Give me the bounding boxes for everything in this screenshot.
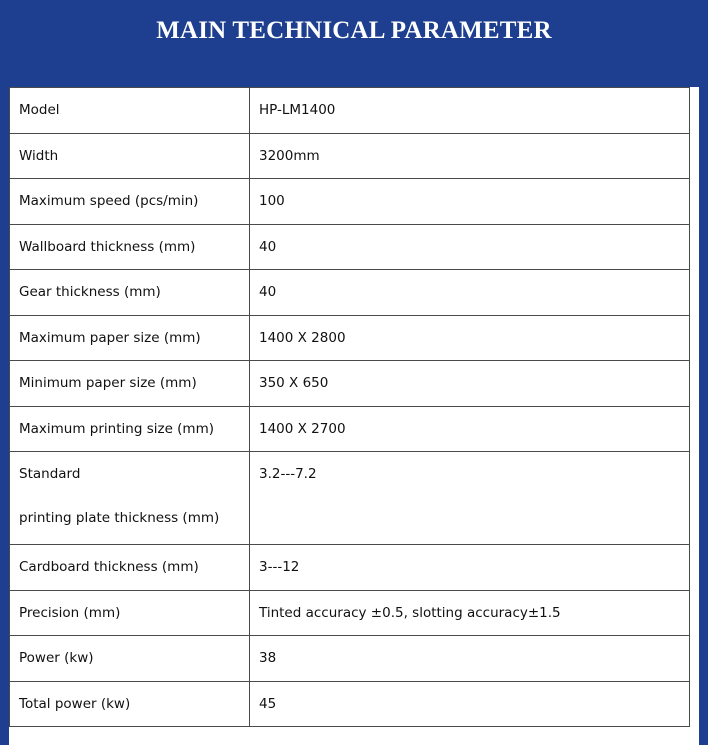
row-value: 3.2---7.2 <box>250 452 690 545</box>
row-label: Maximum paper size (mm) <box>10 315 250 361</box>
table-row <box>10 361 690 407</box>
row-value: 1400 X 2800 <box>250 315 690 361</box>
row-label <box>10 452 250 545</box>
table-row <box>10 545 690 591</box>
table-row <box>10 452 690 545</box>
parameter-table <box>9 87 690 727</box>
row-value: 40 <box>250 224 690 270</box>
table-row <box>10 270 690 316</box>
row-label: Gear thickness (mm) <box>10 270 250 316</box>
row-label: Maximum speed (pcs/min) <box>10 179 250 225</box>
header-band <box>0 0 708 62</box>
row-value: 100 <box>250 179 690 225</box>
row-value: 45 <box>250 681 690 727</box>
row-label: Precision (mm) <box>10 590 250 636</box>
parameter-panel <box>9 87 699 745</box>
row-label: Width <box>10 133 250 179</box>
table-row <box>10 133 690 179</box>
row-value: 1400 X 2700 <box>250 406 690 452</box>
row-label: Maximum printing size (mm) <box>10 406 250 452</box>
table-row <box>10 636 690 682</box>
page-title: MAIN TECHNICAL PARAMETER <box>156 17 552 44</box>
row-value: Tinted accuracy ±0.5, slotting accuracy±1.5 <box>250 590 690 636</box>
row-label: Minimum paper size (mm) <box>10 361 250 407</box>
table-row <box>10 315 690 361</box>
row-label: Total power (kw) <box>10 681 250 727</box>
table-row <box>10 224 690 270</box>
row-value: 38 <box>250 636 690 682</box>
row-value: 3200mm <box>250 133 690 179</box>
row-label-line2: printing plate thickness (mm) <box>19 510 220 526</box>
table-row <box>10 179 690 225</box>
table-row <box>10 88 690 134</box>
row-label-line1: Standard <box>19 466 81 482</box>
row-label: Cardboard thickness (mm) <box>10 545 250 591</box>
row-label: Wallboard thickness (mm) <box>10 224 250 270</box>
row-value: 350 X 650 <box>250 361 690 407</box>
table-row <box>10 590 690 636</box>
row-value: HP-LM1400 <box>250 88 690 134</box>
row-label: Model <box>10 88 250 134</box>
row-label: Power (kw) <box>10 636 250 682</box>
row-value: 3---12 <box>250 545 690 591</box>
row-value: 40 <box>250 270 690 316</box>
table-row <box>10 406 690 452</box>
table-row <box>10 681 690 727</box>
